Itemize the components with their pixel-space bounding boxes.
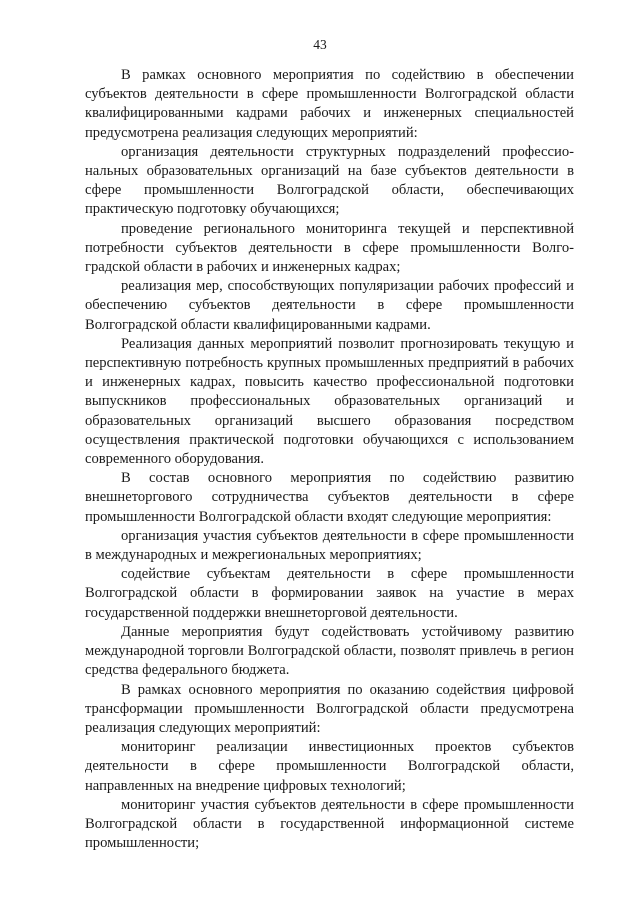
body-text bbox=[85, 66, 574, 853]
paragraph-4: реализация мер, способствующих популяризации рабочих профессий и обеспечению субъектов деятельности в сфере промышленности Волгоградской области квалифицированными кадрами. bbox=[85, 278, 574, 333]
paragraph-7: организация участия субъектов деятельности в сфере промышленности в международных и межрегиональных мероприятиях; bbox=[85, 527, 574, 564]
paragraph-11: мониторинг реализации инвестиционных проектов субъектов деятельности в сфере промышленности Волгоградской области, направленных на внедрение цифровых технологий; bbox=[85, 739, 574, 794]
paragraph-9: Данные мероприятия будут содействовать устойчивому развитию международной торговли Волгоградской области, позволят привлечь в регион средства федерального бюджета. bbox=[85, 623, 574, 679]
paragraph-2: организация деятельности структурных подразделений профессиональных образовательных организаций на базе субъектов деятельности в сфере промышленности Волгоградской области, обеспечивающих практическую подготовку обучающихся; bbox=[85, 143, 574, 218]
paragraph-8: содействие субъектам деятельности в сфере промышленности Волгоградской области в формировании заявок на участие в мерах государственной поддержки внешнеторговой деятельности. bbox=[85, 566, 574, 621]
paragraph-12: мониторинг участия субъектов деятельности в сфере промышленности Волгоградской области в государственной информационной системе промышленности; bbox=[85, 796, 574, 852]
paragraph-5: Реализация данных мероприятий позволит прогнозировать текущую и перспективную потребность крупных промышленных предприятий в рабочих и инженерных кадрах, повысить качество профессиональной подготовки выпускников профессиональных образовательных организаций и образовательных организаций высшего образования посредством осуществления практической подготовки обучающихся с использованием современного оборудования. bbox=[85, 335, 574, 468]
page-number: 43 bbox=[313, 37, 327, 52]
paragraph-10: В рамках основного мероприятия по оказанию содействия цифровой трансформации промышленности Волгоградской области предусмотрена реализация следующих мероприятий: bbox=[85, 681, 574, 736]
paragraph-3: проведение регионального мониторинга текущей и перспективной потребности субъектов деятельности в сфере промышленности Волгоградской области в рабочих и инженерных кадрах; bbox=[85, 220, 574, 276]
paragraph-6: В состав основного мероприятия по содействию развитию внешнеторгового сотрудничества субъектов деятельности в сфере промышленности Волгоградской области входят следующие мероприятия: bbox=[85, 470, 574, 525]
paragraph-1: В рамках основного мероприятия по содействию в обеспечении субъектов деятельности в сфере промышленности Волгоградской области квалифицированными кадрами рабочих и инженерных специальностей предусмотрена реализация следующих мероприятий: bbox=[85, 67, 574, 141]
